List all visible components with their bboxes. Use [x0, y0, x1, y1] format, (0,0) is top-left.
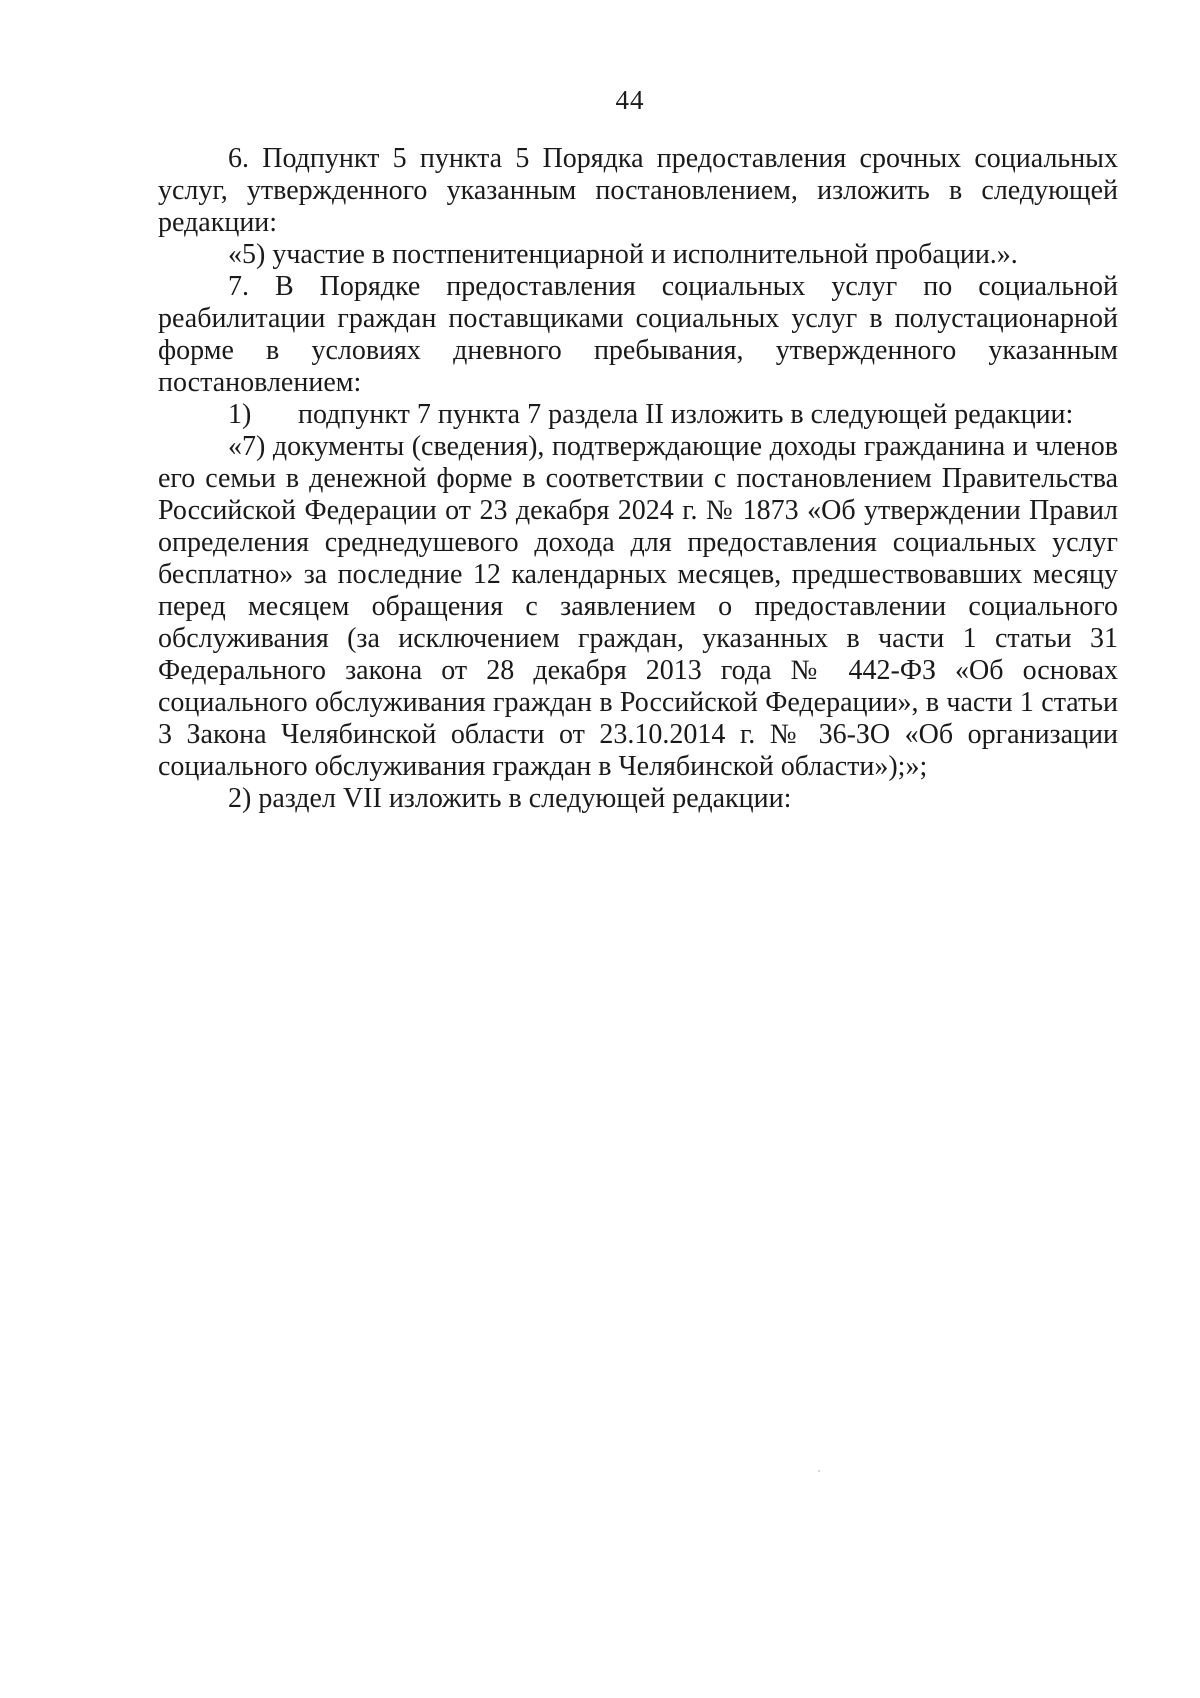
subitem-2: 2) раздел VII изложить в следующей редакции:: [228, 783, 792, 814]
paragraph-6-quoted-text: «5) участие в постпенитенциарной и исполнительной пробации.».: [228, 239, 1018, 270]
scan-speck: [818, 1470, 820, 1472]
page-number: 44: [615, 85, 645, 115]
subitem-1-text: подпункт 7 пункта 7 раздела II изложить в следующей редакции:: [298, 399, 1074, 430]
paragraph-6: 6. Подпункт 5 пункта 5 Порядка предоставления срочных социальных услуг, утвержденного указанным постановлением, изложить в следующей редакции:: [158, 143, 1118, 238]
subitem-1-number: 1): [228, 399, 252, 430]
document-body: [158, 143, 1118, 815]
paragraph-7: 7. В Порядке предоставления социальных услуг по социальной реабилитации граждан поставщиками социальных услуг в полустационарной форме в условиях дневного пребывания, утвержденного указанным постановлением:: [158, 271, 1118, 398]
subitem-1: [158, 399, 1118, 431]
subitem-1-quoted-text: «7) документы (сведения), подтверждающие доходы гражданина и членов его семьи в денежной форме в соответствии с постановлением Правительства Российской Федерации от 23 декабря 2024 г. № 1873 «Об утверждении Правил определения среднедушевого дохода для предоставления социальных услуг бесплатно» за последние 12 календарных месяцев, предшествовавших месяцу перед месяцем обращения с заявлением о предоставлении социального обслуживания (за исключением граждан, указанных в части 1 статьи 31 Федерального закона от 28 декабря 2013 года № 442-ФЗ «Об основах социального обслуживания граждан в Российской Федерации», в части 1 статьи 3 Закона Челябинской области от 23.10.2014 г. № 36-ЗО «Об организации социального обслуживания граждан в Челябинской области»);»;: [158, 431, 1118, 782]
